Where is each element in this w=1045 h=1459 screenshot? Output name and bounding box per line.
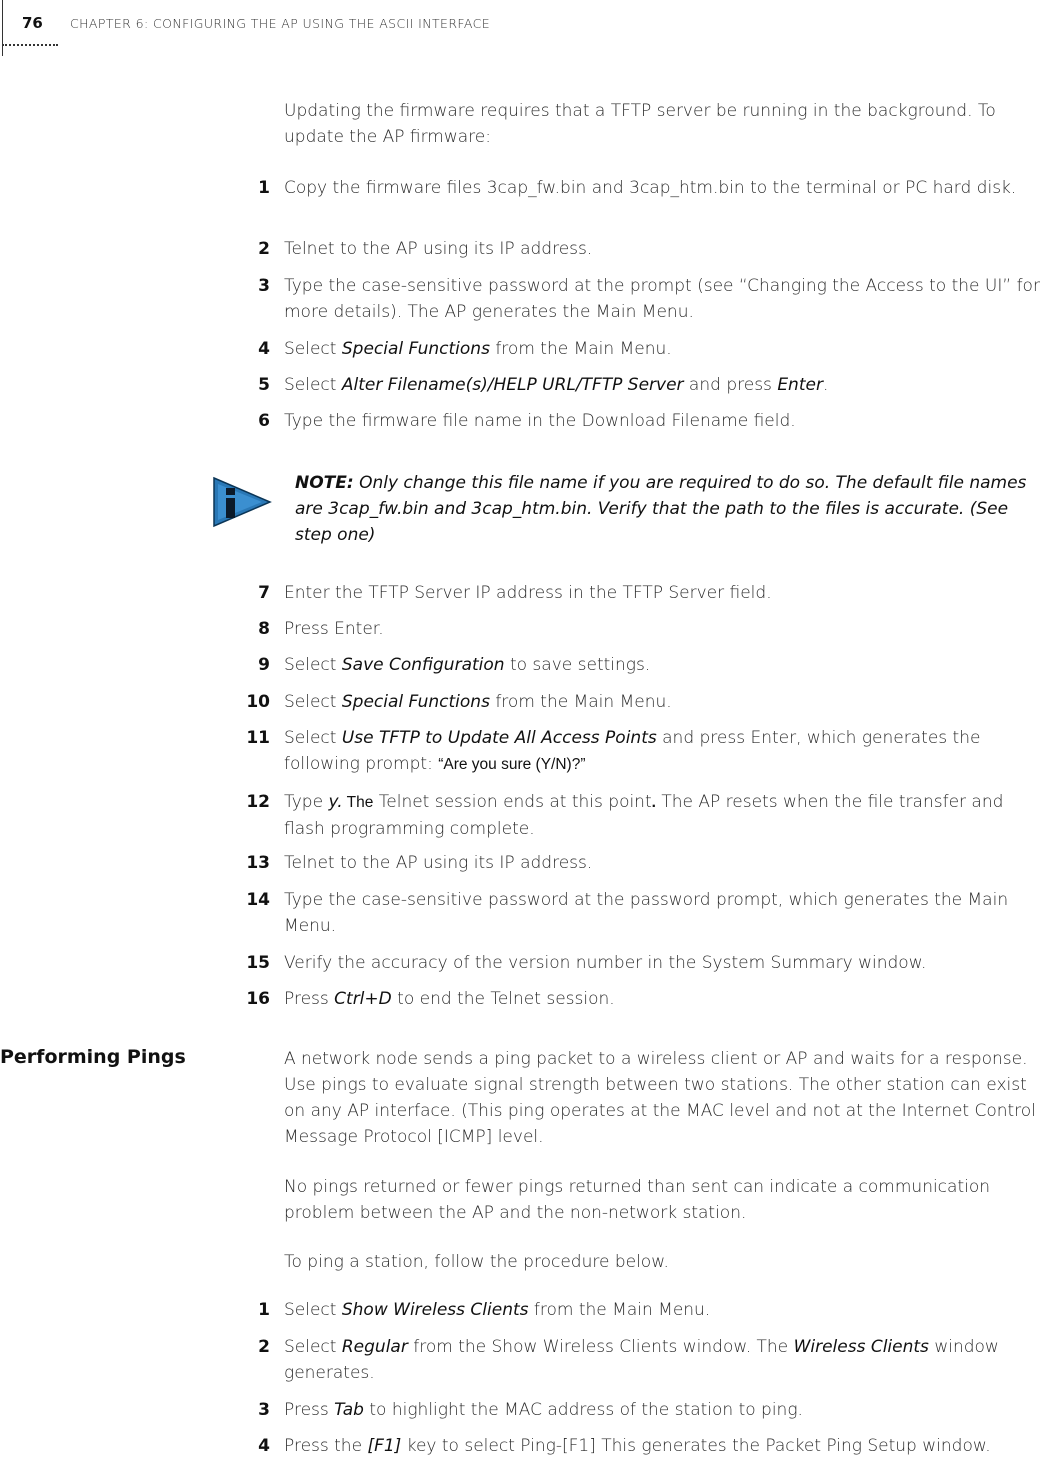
step-text: Type the firmware file name in the Download Filename field. — [284, 411, 796, 431]
step-text: Select Save Configuration to save settings. — [284, 655, 651, 675]
step-number: 3 — [258, 276, 270, 296]
info-icon — [212, 474, 272, 530]
step-number: 16 — [246, 989, 270, 1009]
step-text: Press the [F1] key to select Ping-[F1] This generates the Packet Ping Setup window. — [284, 1436, 991, 1456]
step-number: 9 — [258, 655, 270, 675]
step-text: Select Regular from the Show Wireless Clients window. The Wireless Clients window generates. — [284, 1337, 999, 1383]
step-number: 5 — [258, 375, 270, 395]
step-text: Select Special Functions from the Main Menu. — [284, 692, 672, 712]
step-text: Telnet to the AP using its IP address. — [284, 853, 593, 873]
step-text: Press Tab to highlight the MAC address of the station to ping. — [284, 1400, 803, 1420]
step-text: Select Special Functions from the Main Menu. — [284, 339, 672, 359]
step-text: Verify the accuracy of the version number in the System Summary window. — [284, 953, 927, 973]
step-text: Select Show Wireless Clients from the Main Menu. — [284, 1300, 711, 1320]
header-dotted-rule — [2, 44, 58, 46]
page-number: 76 — [22, 14, 43, 32]
step-number: 3 — [258, 1400, 270, 1420]
section-paragraph-3: To ping a station, follow the procedure below. — [284, 1252, 669, 1272]
step-number: 7 — [258, 583, 270, 603]
step-text: Type the case-sensitive password at the password prompt, which generates the Main Menu. — [284, 890, 1009, 936]
step-number: 2 — [258, 1337, 270, 1357]
step-number: 8 — [258, 619, 270, 639]
step-number: 14 — [246, 890, 270, 910]
step-text: Enter the TFTP Server IP address in the TFTP Server field. — [284, 583, 772, 603]
section-paragraph-2: No pings returned or fewer pings returned than sent can indicate a communication problem between the AP and the non-network station. — [284, 1177, 991, 1223]
step-number: 11 — [246, 728, 270, 748]
step-text: Press Ctrl+D to end the Telnet session. — [284, 989, 615, 1009]
step-number: 1 — [258, 1300, 270, 1320]
step-number: 10 — [246, 692, 270, 712]
step-text: Select Use TFTP to Update All Access Points and press Enter, which generates the following prompt: “Are you sure (Y/N)?” — [284, 728, 981, 774]
note-label: NOTE: — [295, 473, 354, 493]
step-text: Copy the firmware files 3cap_fw.bin and 3cap_htm.bin to the terminal or PC hard disk. — [284, 178, 1017, 198]
chapter-title: CHAPTER 6: CONFIGURING THE AP USING THE ASCII INTERFACE — [70, 16, 491, 31]
step-text: Telnet to the AP using its IP address. — [284, 239, 593, 259]
step-number: 15 — [246, 953, 270, 973]
note-text: Only change this file name if you are required to do so. The default file names are 3cap_fw.bin and 3cap_htm.bin. Verify that the path to the files is accurate. (See step one) — [295, 473, 1027, 545]
intro-paragraph: Updating the firmware requires that a TFTP server be running in the background. To update the AP firmware: — [284, 101, 996, 147]
step-text: Type the case-sensitive password at the prompt (see “Changing the Access to the UI” for more details). The AP generates the Main Menu. — [284, 276, 1040, 322]
step-number: 6 — [258, 411, 270, 431]
step-number: 12 — [246, 792, 270, 812]
step-number: 4 — [258, 1436, 270, 1456]
step-number: 1 — [258, 178, 270, 198]
section-paragraph-1: A network node sends a ping packet to a wireless client or AP and waits for a response. Use pings to evaluate signal strength between two stations. The other station can exist on any AP interface. (This ping operates at the MAC level and not at the Internet Control Message Protocol [ICMP] level. — [284, 1049, 1036, 1147]
step-number: 2 — [258, 239, 270, 259]
note-box — [295, 470, 1040, 548]
step-text: Type y. The Telnet session ends at this point. The AP resets when the file transfer and flash programming complete. — [284, 792, 1004, 839]
step-text: Press Enter. — [284, 619, 384, 639]
step-number: 13 — [246, 853, 270, 873]
header-vertical-rule — [2, 0, 3, 56]
step-text: Select Alter Filename(s)/HELP URL/TFTP Server and press Enter. — [284, 375, 829, 395]
step-number: 4 — [258, 339, 270, 359]
section-heading: Performing Pings — [0, 1046, 186, 1068]
